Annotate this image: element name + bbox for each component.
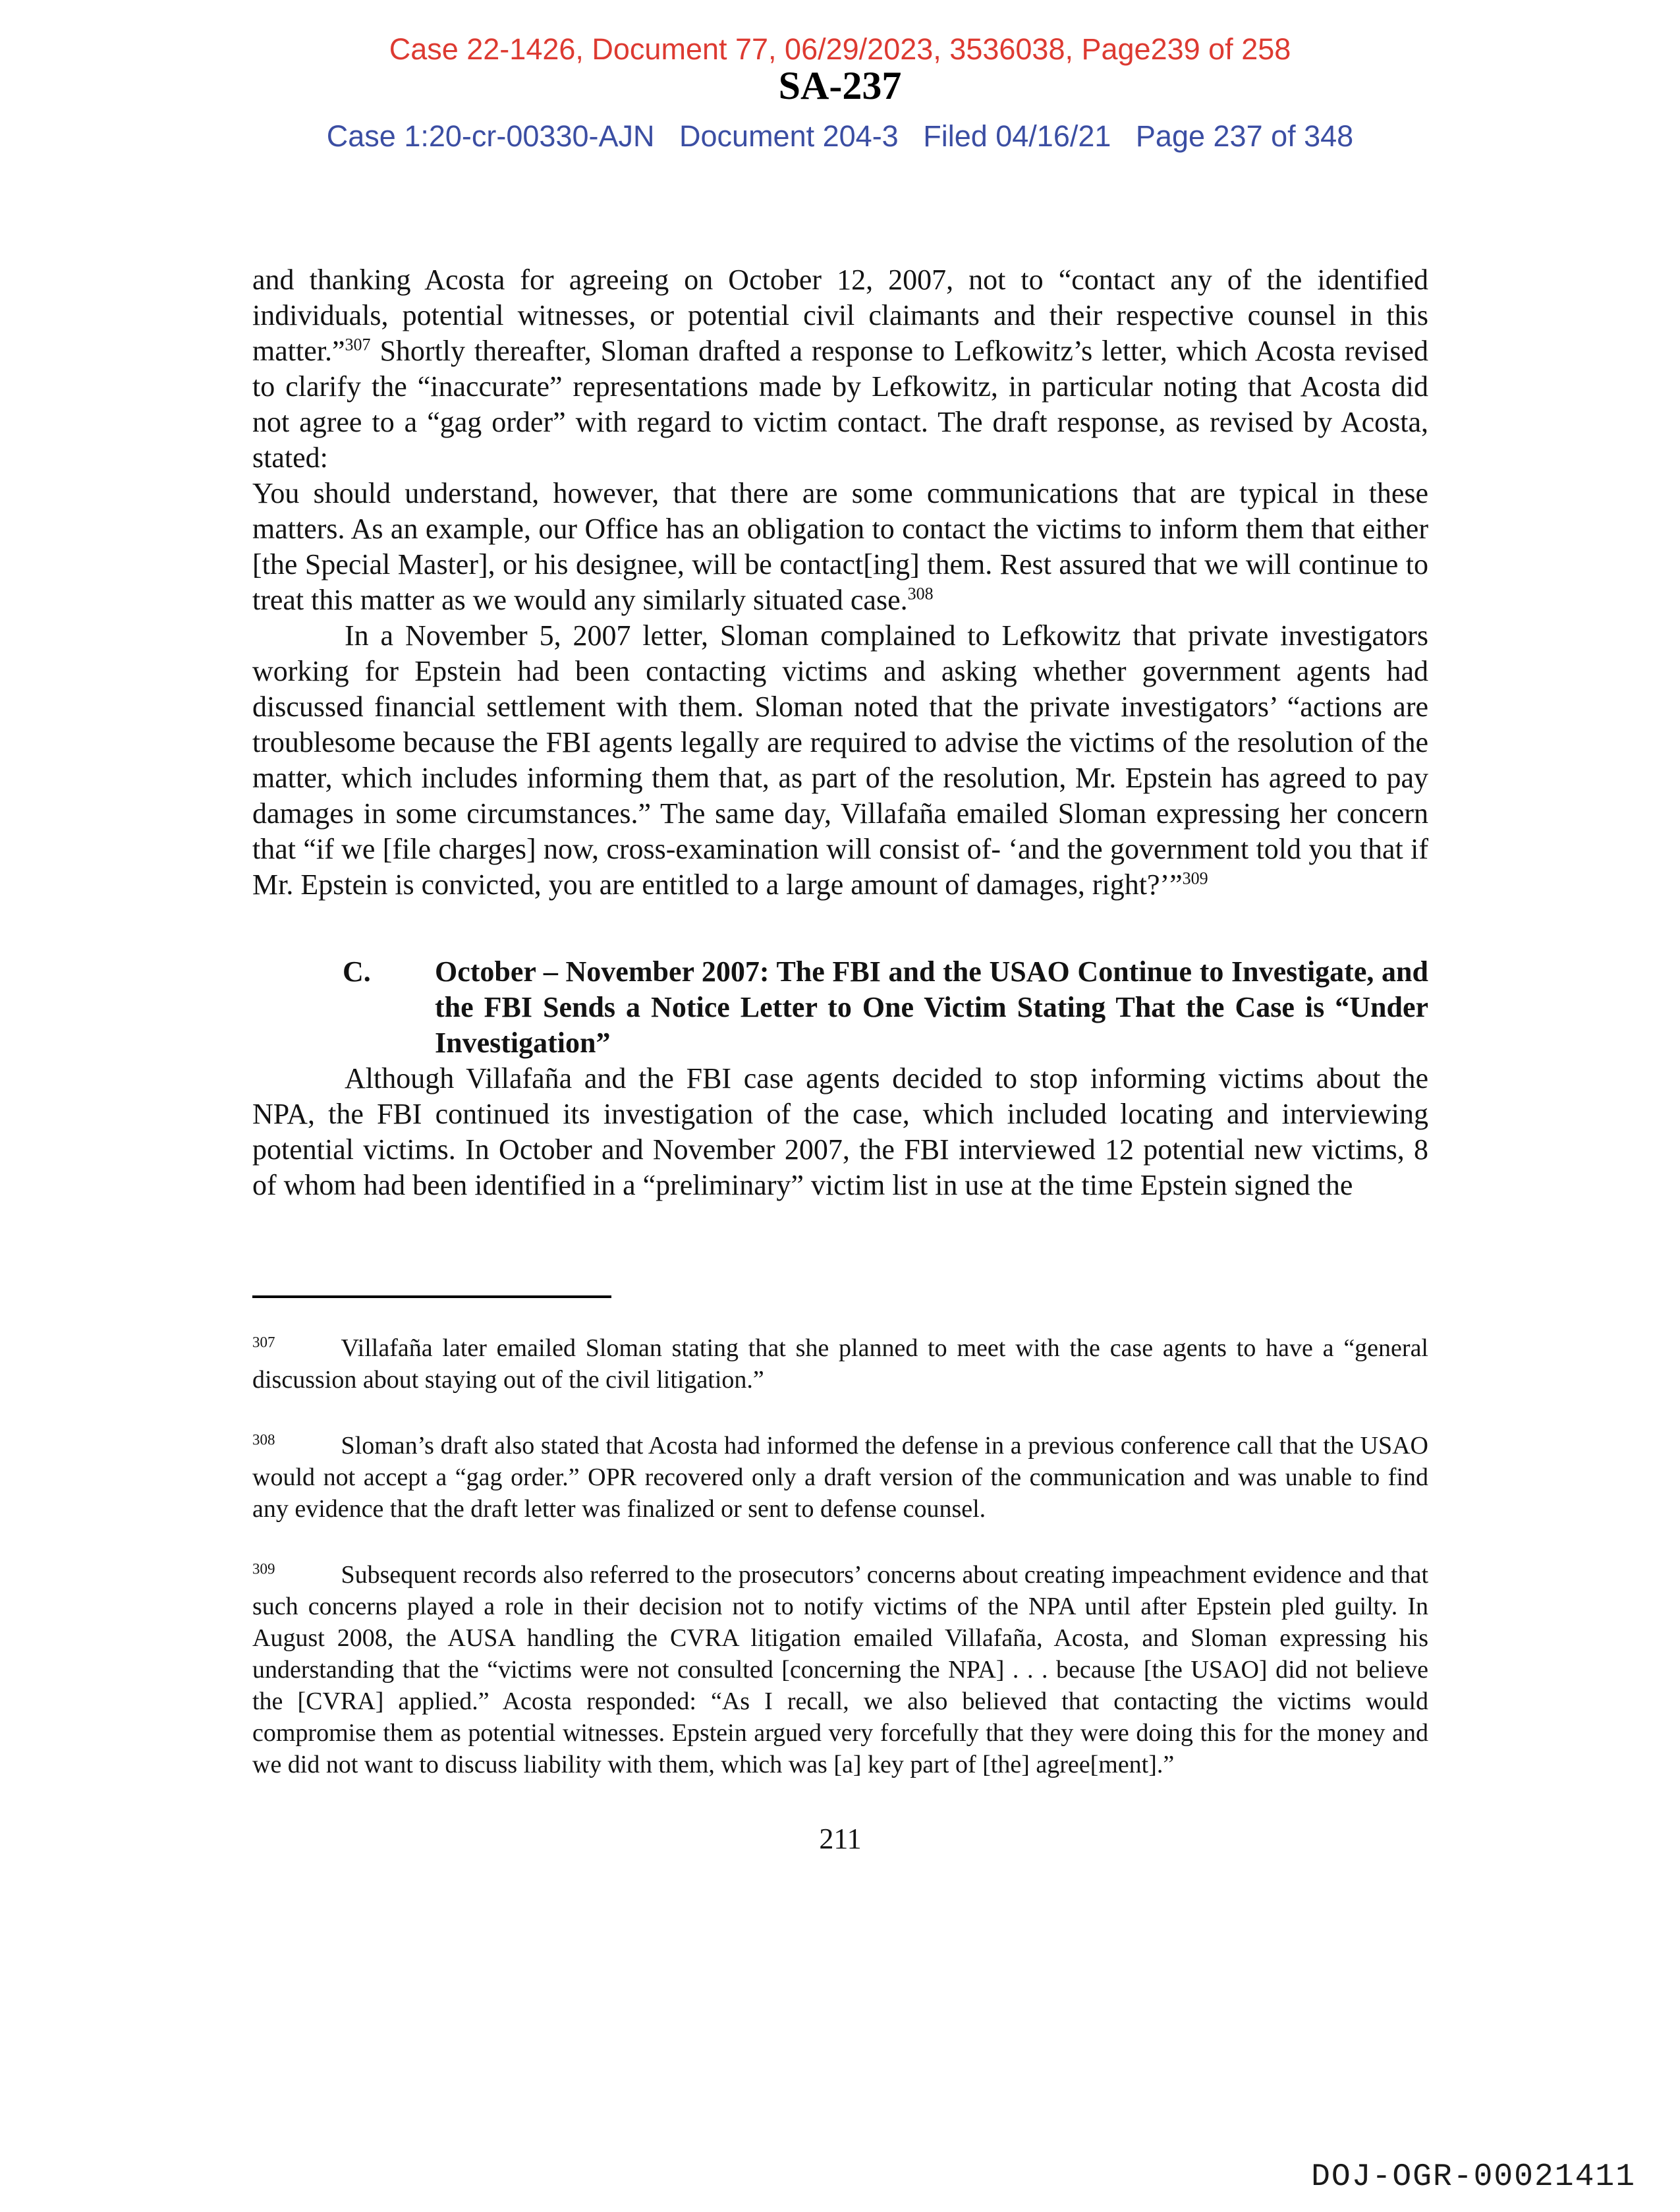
supplemental-appendix-page-label: SA-237 <box>778 64 902 107</box>
footnote-308-text: Sloman’s draft also stated that Acosta had informed the defense in a previous conference call that the USAO would not accept a “gag order.” OPR recovered only a draft version of the communication and was unable to find any evidence that the draft letter was finalized or sent to defense counsel. <box>252 1432 1428 1523</box>
page-number: 211 <box>819 1823 862 1855</box>
footnote-309-text: Subsequent records also referred to the prosecutors’ concerns about creating impeachment evidence and that such concerns played a role in their decision not to notify victims of the NPA until after Epstein pled guilty. In August 2008, the AUSA handling the CVRA litigation emailed Villafaña, Acosta, and Sloman expressing his understanding that the “victims were not consulted [concerning the NPA] . . . because [the USAO] did not believe the [CVRA] applied.” Acosta responded: “As I recall, we also believed that contacting the victims would compromise them as potential witnesses. Epstein argued very forcefully that they were doing this for the money and we did not want to discuss liability with them, which was [a] key part of [the] agree[ment].” <box>252 1561 1428 1778</box>
paragraph-1: and thanking Acosta for agreeing on October 12, 2007, not to “contact any of the identified individuals, potential witnesses, or potential civil claimants and their respective counsel in this matter.”$^{307}$ Shortly thereafter, Sloman drafted a response to Lefkowitz’s letter, which Acosta revised to clarify the “inaccurate” representations made by Lefkowitz, in particular noting that Acosta did not agree to a “gag order” with regard to victim contact. The draft response, as revised by Acosta, stated: <box>252 264 1428 474</box>
footnote-308-number: 308 <box>252 1431 275 1448</box>
paragraph-3: Although Villafaña and the FBI case agents decided to stop informing victims about the NPA, the FBI continued its investigation of the case, which included locating and interviewing potential victims. In October and November 2007, the FBI interviewed 12 potential new victims, 8 of whom had been identified in a “preliminary” victim list in use at the time Epstein signed the <box>252 1062 1428 1201</box>
district-court-stamp: Case 1:20-cr-00330-AJN Document 204-3 Filed 04/16/21 Page 237 of 348 <box>326 119 1354 153</box>
document-body <box>252 262 1428 1857</box>
footnote-307 <box>252 1332 1428 1396</box>
footnote-309-number: 309 <box>252 1560 275 1577</box>
footnote-307-number: 307 <box>252 1334 275 1351</box>
paragraph-2: In a November 5, 2007 letter, Sloman complained to Lefkowitz that private investigators working for Epstein had been contacting victims and asking whether government agents had discussed financial settlement with them. Sloman noted that the private investigators’ “actions are troublesome because the FBI agents legally are required to advise the victims of the resolution of the matter, which includes informing them that, as part of the resolution, Mr. Epstein has agreed to pay damages in some circumstances.” The same day, Villafaña emailed Sloman expressing her concern that “if we [file charges] now, cross-examination will consist of- ‘and the government told you that if Mr. Epstein is convicted, you are entitled to a large amount of damages, right?’”$^{309}$ <box>252 619 1428 901</box>
footnote-307-text: Villafaña later emailed Sloman stating that she planned to meet with the case agents to have a “general discussion about staying out of the civil litigation.” <box>252 1334 1428 1394</box>
blockquote-draft-response: You should understand, however, that there are some communications that are typical in these matters. As an example, our Office has an obligation to contact the victims to inform them that either [the Special Master], or his designee, will be contact[ing] them. Rest assured that we will continue to treat this matter as we would any similarly situated case.$^{308}$ <box>252 477 1428 616</box>
bates-number: DOJ-OGR-00021411 <box>1311 2159 1636 2195</box>
footnote-308 <box>252 1430 1428 1525</box>
section-heading-c-text: October – November 2007: The FBI and the USAO Continue to Investigate, and the FBI Sends a Notice Letter to One Victim Stating That the Case is “Under Investigation” <box>435 955 1428 1059</box>
appeal-court-stamp: Case 22-1426, Document 77, 06/29/2023, 3536038, Page239 of 258 <box>389 32 1291 66</box>
footnote-309 <box>252 1559 1428 1780</box>
footnote-separator-line <box>252 1295 611 1298</box>
section-heading-c-label: C. <box>343 955 371 988</box>
section-heading-c <box>343 954 1428 1061</box>
footnotes-section <box>252 1295 1428 1780</box>
